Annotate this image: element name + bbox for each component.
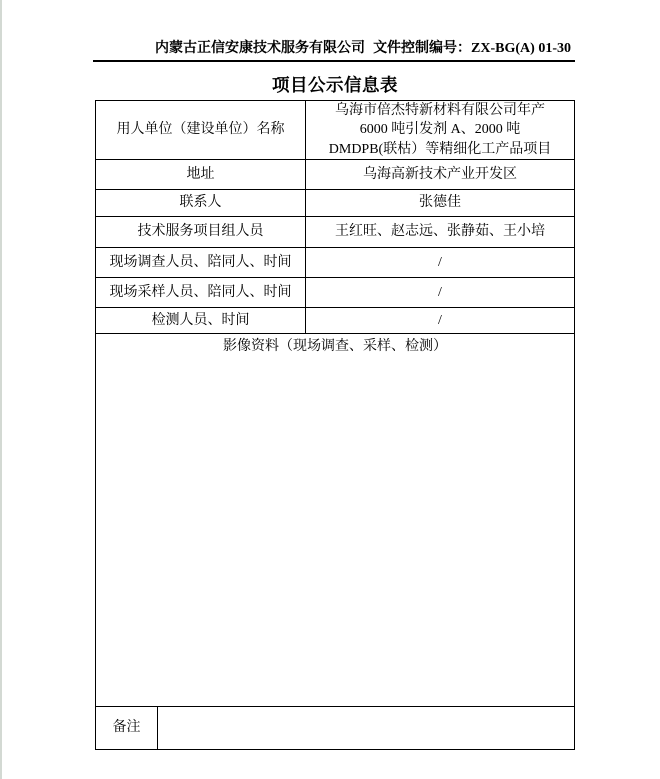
document-header <box>93 40 575 62</box>
row-value: 乌海高新技术产业开发区 <box>363 166 517 182</box>
row-label: 检测人员、时间 <box>96 308 306 333</box>
row-value: / <box>438 254 442 270</box>
row-label: 地址 <box>96 160 306 189</box>
row-label: 联系人 <box>96 190 306 216</box>
row-value: 王红旺、赵志远、张静茹、王小培 <box>335 224 545 239</box>
row-value <box>158 707 574 749</box>
row-label: 备注 <box>96 707 158 749</box>
row-label: 现场调查人员、陪同人、时间 <box>96 248 306 277</box>
row-label: 用人单位（建设单位）名称 <box>96 101 306 159</box>
project-info-table <box>95 100 575 750</box>
table-row-sampling <box>96 278 574 308</box>
row-label: 技术服务项目组人员 <box>96 217 306 247</box>
doc-control-number: 文件控制编号：ZX-BG(A) 01-30 <box>373 41 571 56</box>
table-row-remark <box>96 707 574 749</box>
table-row-site-survey <box>96 248 574 278</box>
table-row-media <box>96 334 574 707</box>
row-value: / <box>438 312 442 328</box>
table-row-employer <box>96 101 574 160</box>
table-row-service-team <box>96 217 574 248</box>
table-row-testing <box>96 308 574 334</box>
page-edge-line <box>0 0 2 779</box>
table-row-contact <box>96 190 574 217</box>
form-title: 项目公示信息表 <box>272 75 398 95</box>
row-value: 乌海市倍杰特新材料有限公司年产 6000 吨引发剂 A、2000 吨 DMDPB(联枯）等精细化工产品项目 <box>328 102 552 157</box>
row-label: 现场采样人员、陪同人、时间 <box>96 278 306 307</box>
row-value: 张德佳 <box>419 195 461 210</box>
company-name: 内蒙古正信安康技术服务有限公司 <box>155 41 365 56</box>
table-row-address <box>96 160 574 190</box>
row-value: / <box>438 284 442 300</box>
media-caption: 影像资料（现场调查、采样、检测） <box>223 339 447 354</box>
